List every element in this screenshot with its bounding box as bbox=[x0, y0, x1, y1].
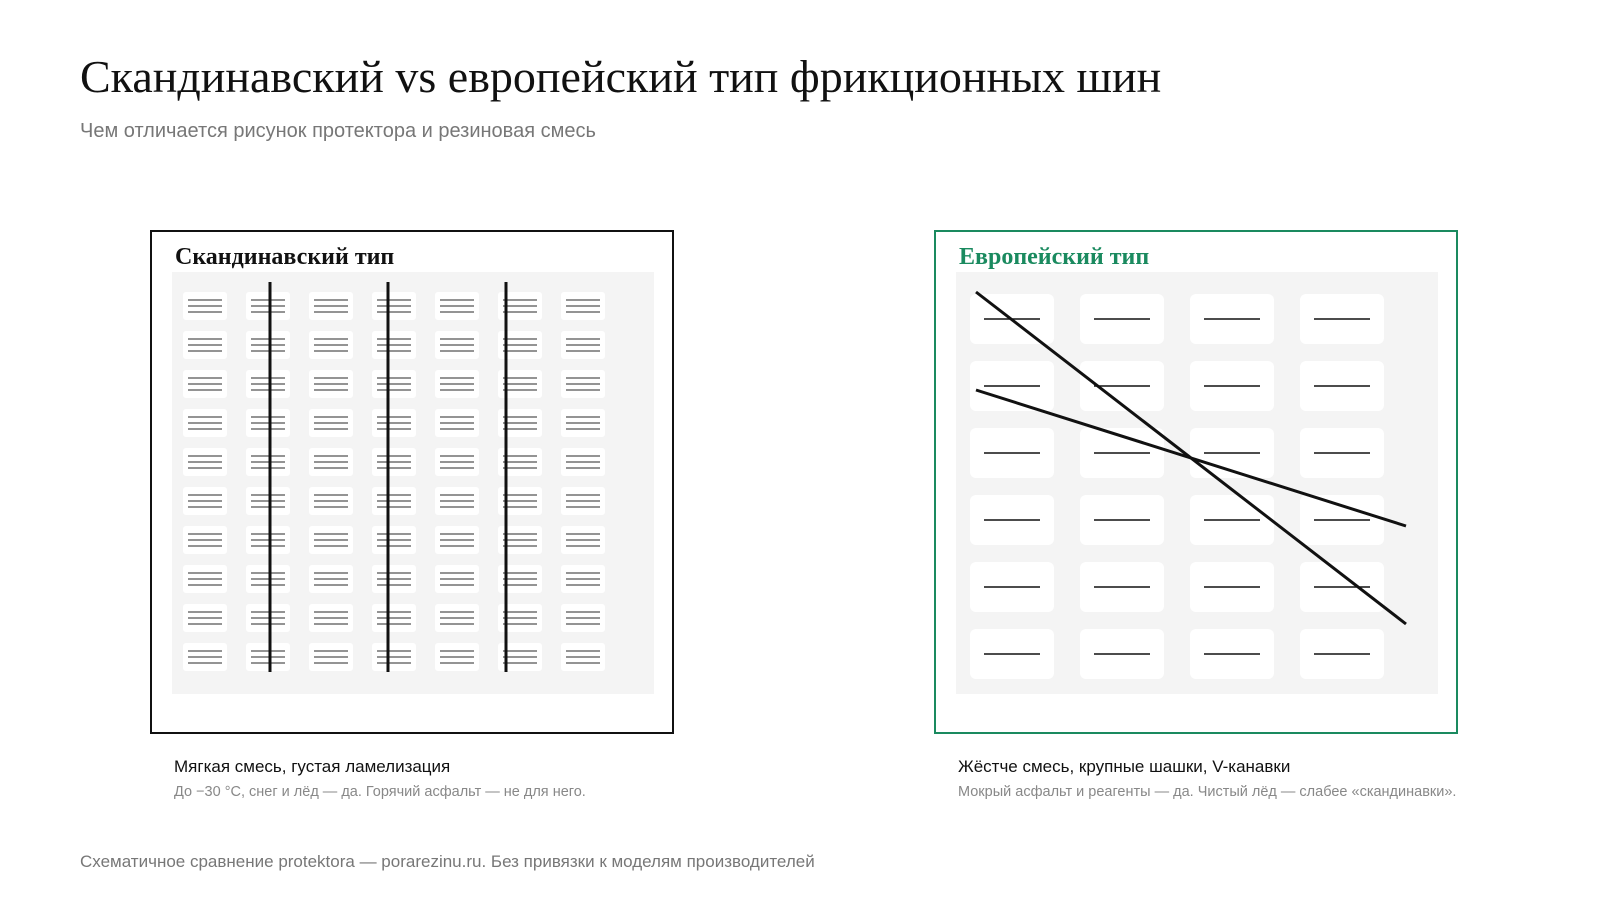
european-panel-title: Европейский тип bbox=[959, 244, 1150, 270]
footer-note: Схематичное сравнение protektora — porarezinu.ru. Без привязки к моделям производителей bbox=[80, 852, 815, 871]
european-caption: Жёстче смесь, крупные шашки, V-канавки bbox=[958, 757, 1291, 776]
scandinavian-note: До −30 °C, снег и лёд — да. Горячий асфальт — не для него. bbox=[174, 784, 586, 800]
page-title: Скандинавский vs европейский тип фрикционных шин bbox=[80, 51, 1162, 102]
page-subtitle: Чем отличается рисунок протектора и резиновая смесь bbox=[80, 120, 596, 142]
european-tread-svg bbox=[956, 272, 1438, 694]
scandinavian-tread-diagram bbox=[172, 272, 654, 694]
european-note: Мокрый асфальт и реагенты — да. Чистый лёд — слабее «скандинавки». bbox=[958, 784, 1457, 800]
scandinavian-tread-svg bbox=[172, 272, 654, 694]
scandinavian-caption: Мягкая смесь, густая ламелизация bbox=[174, 757, 451, 776]
european-panel bbox=[934, 230, 1458, 734]
european-tread-diagram bbox=[956, 272, 1438, 694]
scandinavian-panel-title: Скандинавский тип bbox=[175, 244, 395, 270]
scandinavian-panel bbox=[150, 230, 674, 734]
